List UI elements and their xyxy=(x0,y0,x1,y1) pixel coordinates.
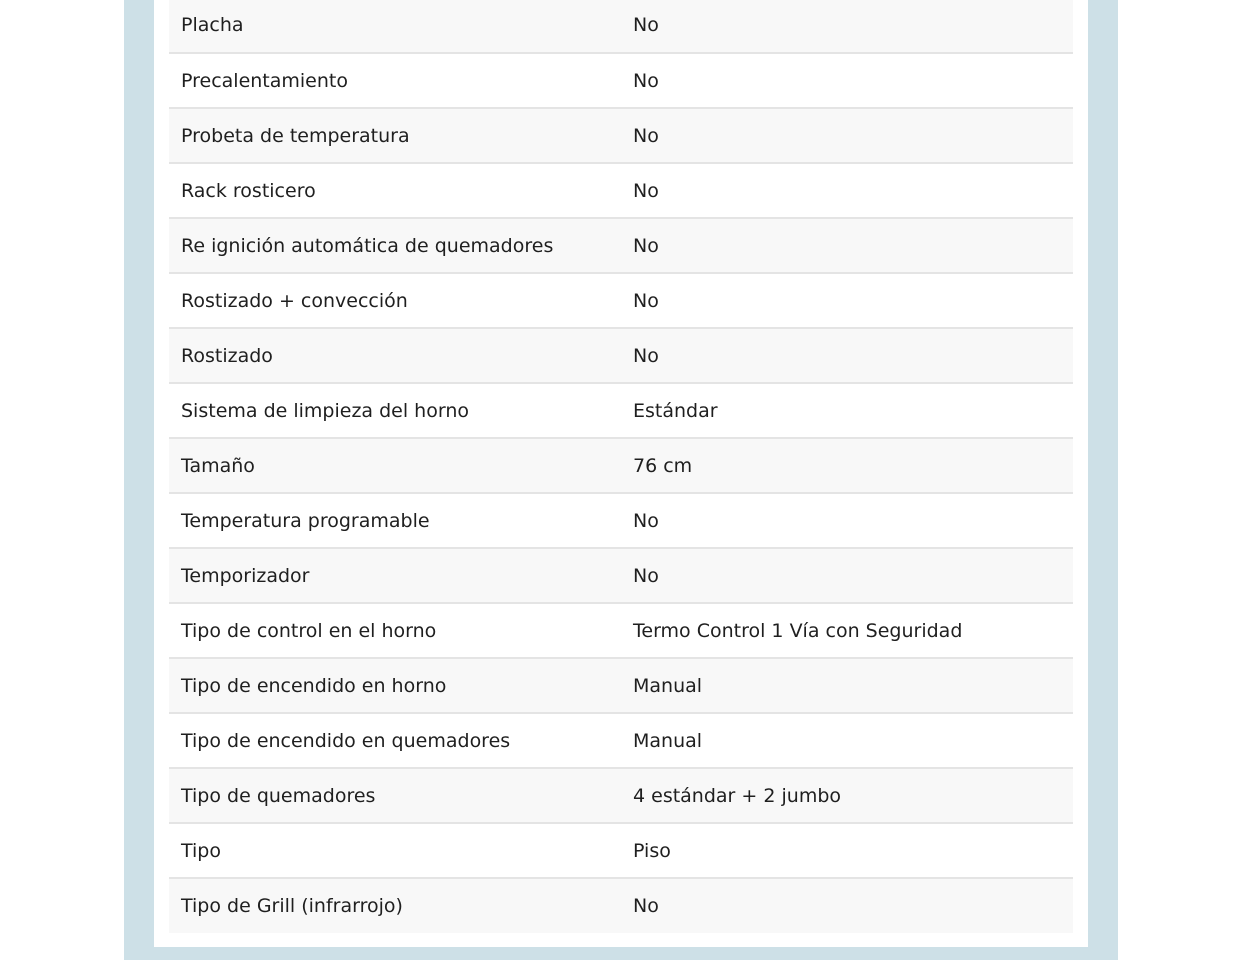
table-row xyxy=(169,438,1073,493)
spec-value: Piso xyxy=(621,823,1073,878)
spec-label: Temperatura programable xyxy=(169,493,621,548)
spec-value: 76 cm xyxy=(621,438,1073,493)
spec-label: Tipo xyxy=(169,823,621,878)
table-row xyxy=(169,273,1073,328)
spec-label: Re ignición automática de quemadores xyxy=(169,218,621,273)
table-row xyxy=(169,823,1073,878)
spec-value: No xyxy=(621,548,1073,603)
table-row xyxy=(169,548,1073,603)
table-row xyxy=(169,878,1073,933)
spec-label: Sistema de limpieza del horno xyxy=(169,383,621,438)
spec-value: No xyxy=(621,0,1073,53)
spec-value: No xyxy=(621,273,1073,328)
spec-value: Estándar xyxy=(621,383,1073,438)
table-row xyxy=(169,603,1073,658)
spec-value: No xyxy=(621,218,1073,273)
spec-value: 4 estándar + 2 jumbo xyxy=(621,768,1073,823)
spec-value: Manual xyxy=(621,713,1073,768)
spec-value: No xyxy=(621,328,1073,383)
specifications-table-body xyxy=(169,0,1073,933)
spec-value: Manual xyxy=(621,658,1073,713)
table-row xyxy=(169,383,1073,438)
table-row xyxy=(169,163,1073,218)
specifications-panel xyxy=(154,0,1088,947)
table-row xyxy=(169,108,1073,163)
spec-label: Placha xyxy=(169,0,621,53)
page-background-frame xyxy=(124,0,1118,960)
spec-label: Tipo de control en el horno xyxy=(169,603,621,658)
spec-value: Termo Control 1 Vía con Seguridad xyxy=(621,603,1073,658)
table-row xyxy=(169,53,1073,108)
spec-label: Rostizado xyxy=(169,328,621,383)
spec-value: No xyxy=(621,493,1073,548)
spec-value: No xyxy=(621,163,1073,218)
table-row xyxy=(169,658,1073,713)
spec-label: Tipo de quemadores xyxy=(169,768,621,823)
spec-value: No xyxy=(621,53,1073,108)
spec-label: Temporizador xyxy=(169,548,621,603)
spec-label: Tipo de encendido en quemadores xyxy=(169,713,621,768)
spec-label: Precalentamiento xyxy=(169,53,621,108)
table-row xyxy=(169,493,1073,548)
spec-label: Rack rosticero xyxy=(169,163,621,218)
spec-label: Rostizado + convección xyxy=(169,273,621,328)
spec-label: Probeta de temperatura xyxy=(169,108,621,163)
table-row xyxy=(169,768,1073,823)
table-row xyxy=(169,218,1073,273)
spec-label: Tipo de Grill (infrarrojo) xyxy=(181,895,403,917)
spec-value: No xyxy=(621,108,1073,163)
table-row xyxy=(169,0,1073,53)
spec-value: No xyxy=(633,895,659,917)
spec-label: Tipo de encendido en horno xyxy=(169,658,621,713)
table-row xyxy=(169,713,1073,768)
spec-label: Tamaño xyxy=(169,438,621,493)
specifications-table xyxy=(169,0,1073,933)
table-row xyxy=(169,328,1073,383)
